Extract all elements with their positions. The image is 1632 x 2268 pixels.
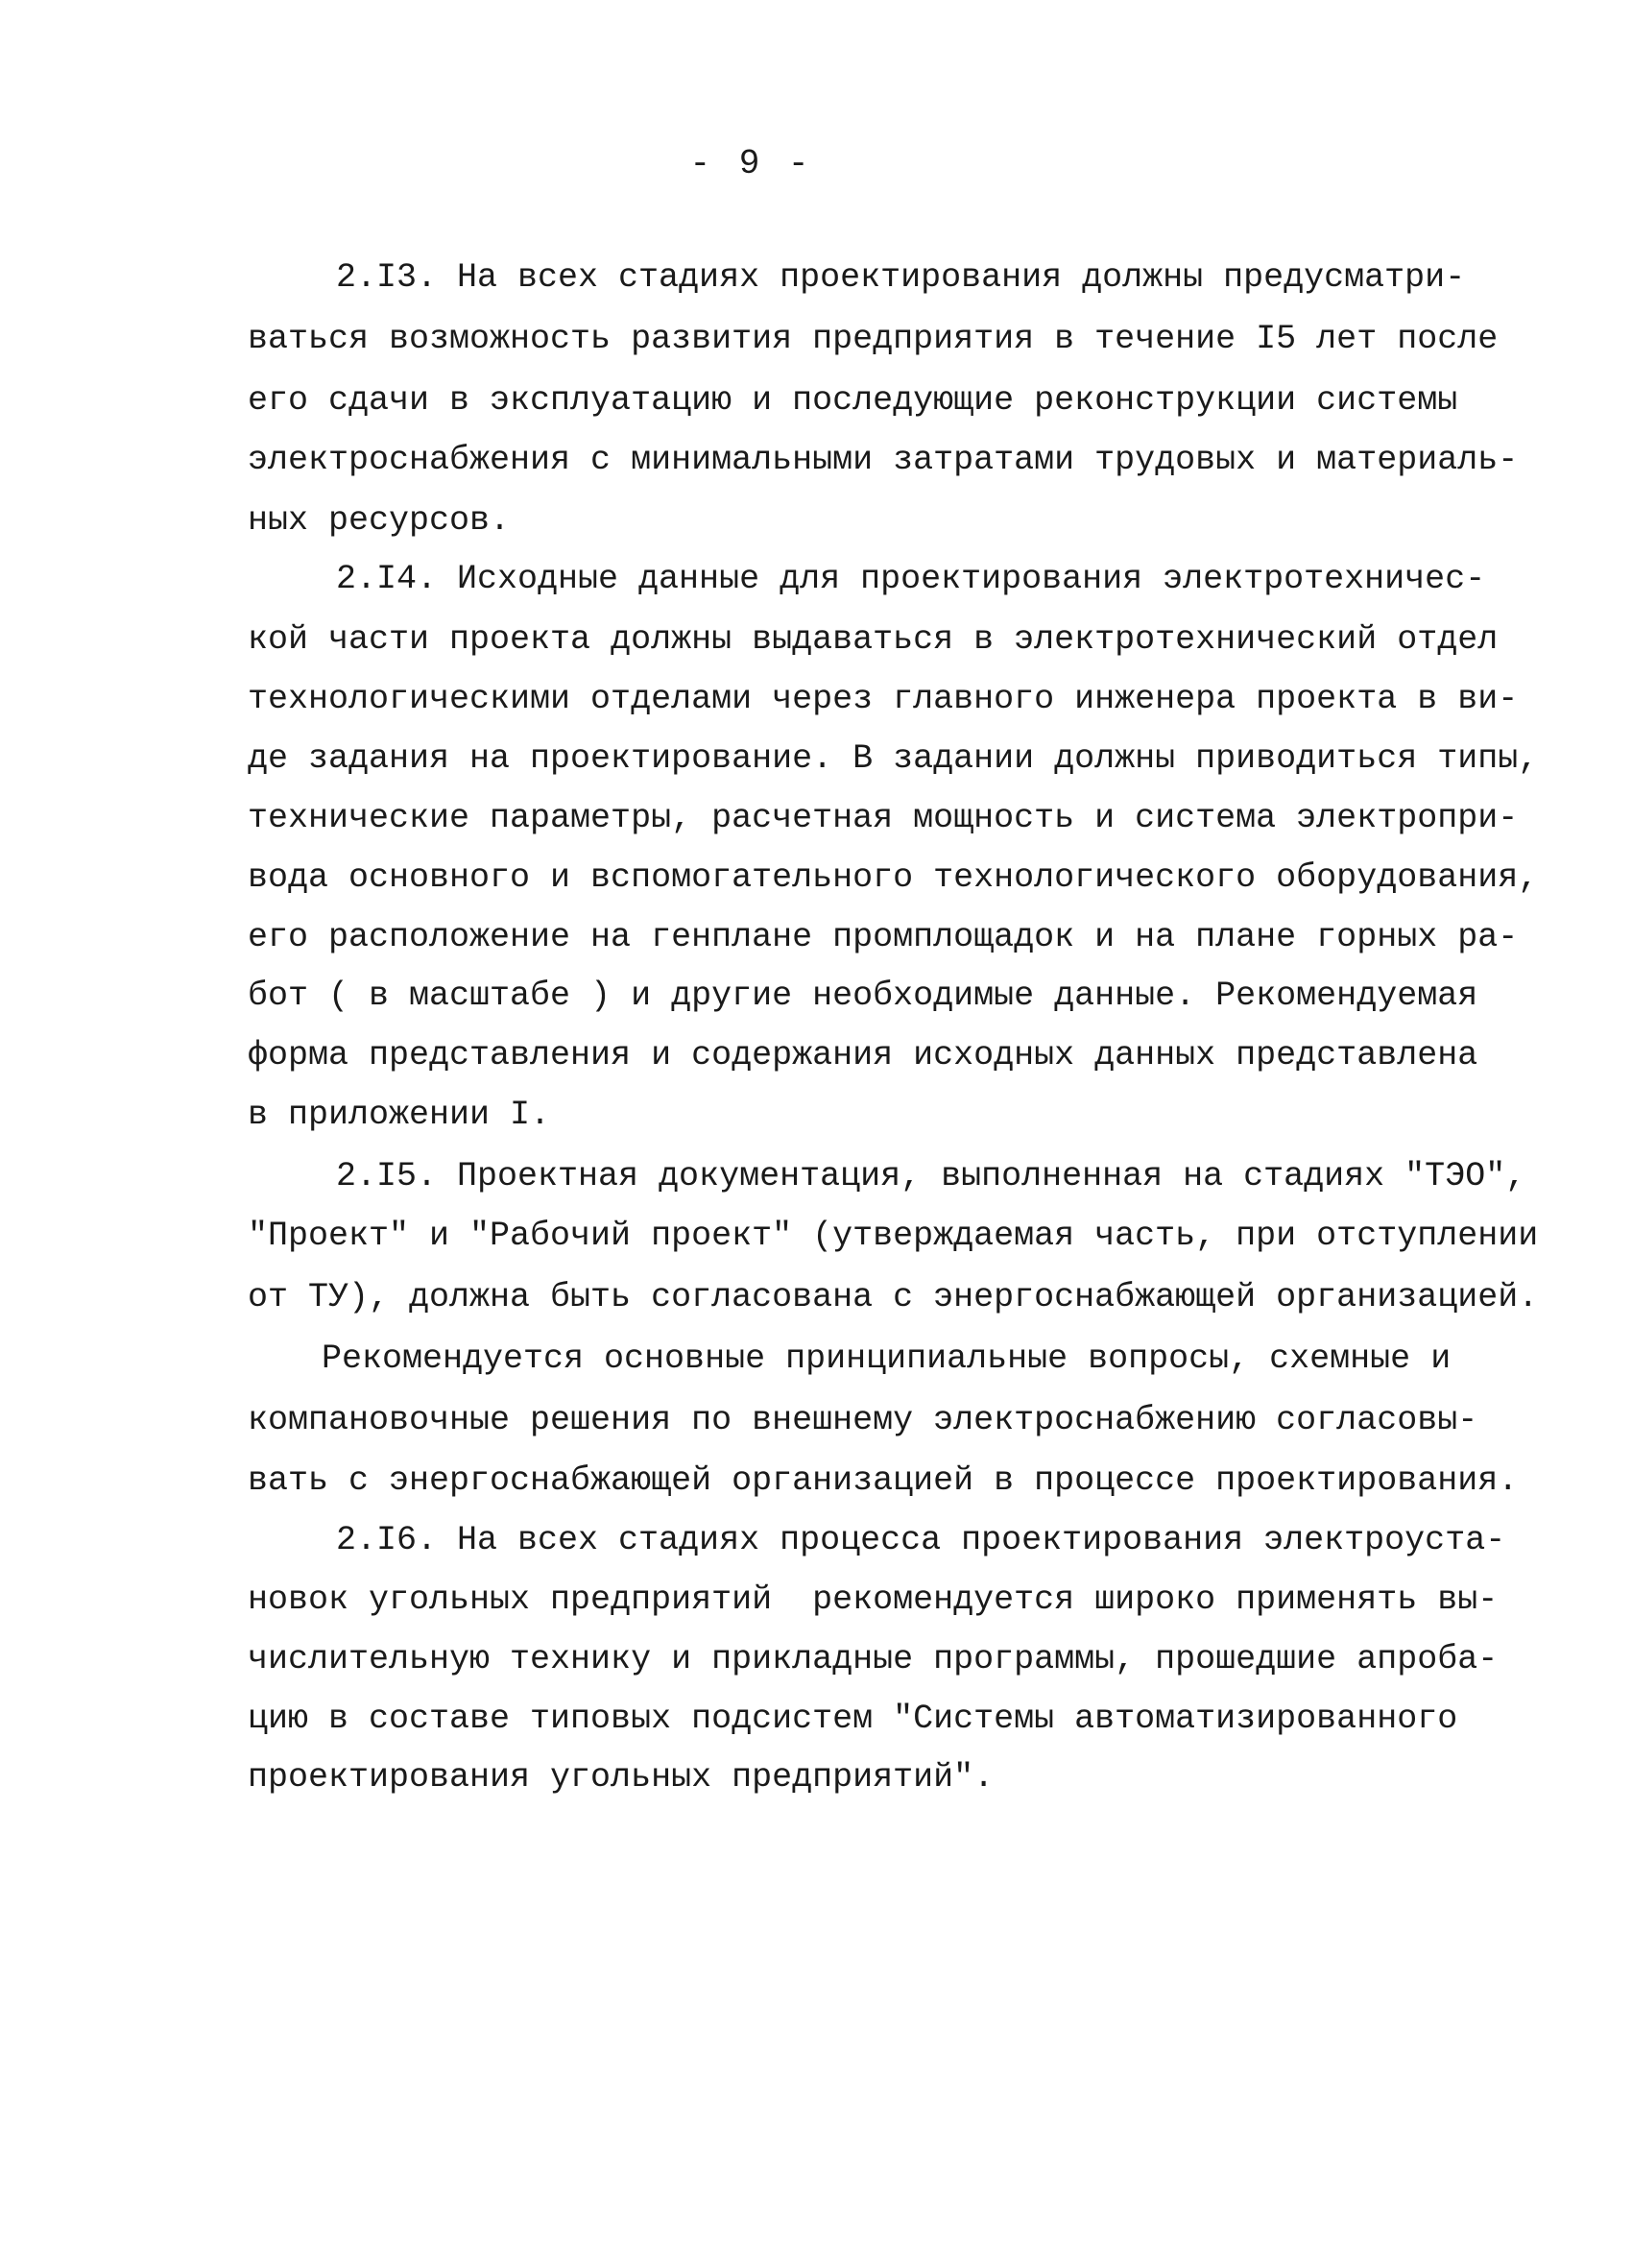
text-line: кой части проекта должны выдаваться в электротехнический отдел <box>248 620 1499 659</box>
text-line: его сдачи в эксплуатацию и последующие реконструкции системы <box>248 381 1458 420</box>
text-line: 2.I3. На всех стадиях проектирования должны предусматри- <box>336 258 1466 297</box>
text-line: Рекомендуется основные принципиальные вопросы, схемные и <box>322 1339 1452 1378</box>
text-line: цию в составе типовых подсистем "Системы автоматизированного <box>248 1700 1458 1738</box>
text-line: его расположение на генплане промплощадок и на плане горных ра- <box>248 918 1519 956</box>
text-line: бот ( в масштабе ) и другие необходимые данные. Рекомендуемая <box>248 977 1478 1015</box>
page-number: - 9 - <box>689 144 813 183</box>
text-line: форма представления и содержания исходных данных представлена <box>248 1036 1478 1074</box>
text-line: проектирования угольных предприятий". <box>248 1758 995 1797</box>
text-line: числительную технику и прикладные программы, прошедшие апроба- <box>248 1640 1499 1678</box>
text-line: в приложении I. <box>248 1096 551 1134</box>
text-line: новок угольных предприятий рекомендуется широко применять вы- <box>248 1580 1499 1619</box>
text-line: технологическими отделами через главного инженера проекта в ви- <box>248 680 1519 718</box>
text-line: 2.I6. На всех стадиях процесса проектирования электроуста- <box>336 1521 1506 1559</box>
text-line: компановочные решения по внешнему электроснабжению согласовы- <box>248 1401 1478 1439</box>
text-line: 2.I5. Проектная документация, выполненная на стадиях "ТЭО", <box>336 1157 1526 1195</box>
text-line: электроснабжения с минимальными затратами трудовых и материаль- <box>248 441 1519 479</box>
text-line: де задания на проектирование. В задании должны приводиться типы, <box>248 739 1539 778</box>
text-line: 2.I4. Исходные данные для проектирования электротехничес- <box>336 560 1486 598</box>
text-line: технические параметры, расчетная мощность и система электропри- <box>248 799 1519 837</box>
text-line: "Проект" и "Рабочий проект" (утверждаемая часть, при отступлении <box>248 1217 1539 1255</box>
text-line: ваться возможность развития предприятия в течение I5 лет после <box>248 320 1499 358</box>
text-line: вать с энергоснабжающей организацией в процессе проектирования. <box>248 1461 1519 1500</box>
text-line: ных ресурсов. <box>248 501 511 540</box>
text-line: от ТУ), должна быть согласована с энергоснабжающей организацией. <box>248 1278 1539 1316</box>
text-line: вода основного и вспомогательного технологического оборудования, <box>248 858 1539 897</box>
